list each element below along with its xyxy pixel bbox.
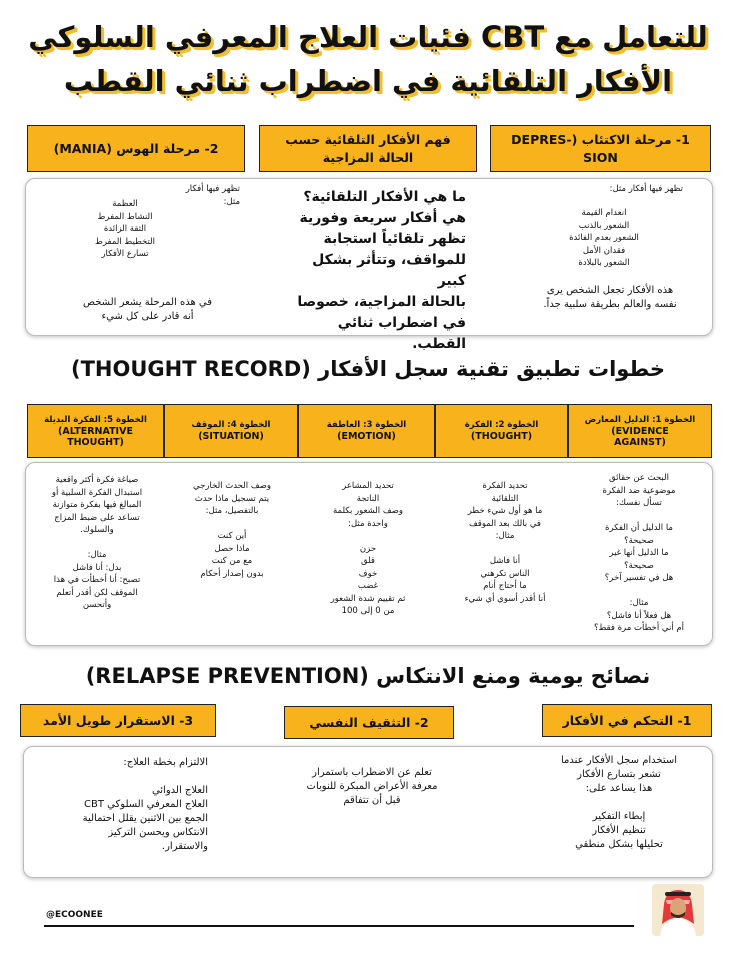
step-5-english: ALTERNATIVE) (THOUGHT [58, 425, 133, 448]
step-1-english: EVIDENCE) (AGAINST [611, 425, 669, 448]
avatar-illustration [652, 884, 704, 936]
understanding-header: فهم الأفكار التلقائية حسب الحالة المزاجية [259, 125, 477, 172]
thought-record-title: خطوات تطبيق تقنية سجل الأفكار (THOUGHT RECORD) [70, 357, 666, 381]
step-1-arabic: الخطوة 1: الدليل المعارض [584, 414, 696, 425]
depression-header: 1- مرحلة الاكتئاب (DEPRES- SION [490, 125, 711, 172]
page-title-line-2: الأفكار التلقائية في اضطراب ثنائي القطب [63, 64, 673, 98]
step-3-details: تحديد المشاعر الناتجة وصف الشعور بكلمة واحدة مثل: حزن قلق خوف غضب ثم تقييم شدة الشعور من 0 إلى 100 [330, 481, 406, 616]
step-2-english: (THOUGHT) [470, 431, 533, 442]
step-4-details: وصف الحدث الخارجي يتم تسجيل ماذا حدث بالتفصيل، مثل: أين كنت ماذا حصل مع من كنت بدون إصدار أحكام [193, 481, 271, 579]
step-1-header [568, 404, 712, 458]
step-5-arabic: الخطوة 5: الفكرة البديلة [44, 414, 147, 425]
step-3-header [298, 404, 435, 458]
step-4-english: (SITUATION) [198, 431, 264, 442]
mania-thoughts-list: العظمة النشاط المفرط الثقة الزائدة التخطيط المفرط تسارع الأفكار [94, 199, 156, 259]
page-title-line-1: فئيات العلاج المعرفي السلوكي CBT للتعامل مع [28, 20, 708, 54]
author-avatar [652, 884, 704, 936]
depression-thoughts-list: انعدام القيمة الشعور بالذنب الشعور بعدم الفائدة فقدان الأمل الشعور بالبلادة [569, 208, 639, 268]
step-2-details: تحديد الفكرة التلقائية ما هو أول شيء خطر في بالك بعد الموقف مثال: أنا فاشل الناس تكرهني ما أحتاج أنام أنا أقدر أسوي أي شيء [464, 481, 546, 604]
step-5-header [27, 404, 164, 458]
depression-summary: هذه الأفكار تجعل الشخص يرى نفسه والعالم بطريقة سلبية جداً. [543, 285, 677, 310]
step-3-english: (EMOTION) [337, 431, 396, 442]
relapse-prevention-title: نصائح يومية ومنع الانتكاس (RELAPSE PREVENTION) [85, 664, 651, 688]
footer-divider [44, 925, 634, 927]
thought-control-header: 1- التحكم في الأفكار [542, 704, 712, 737]
depression-intro: تظهر فيها أفكار مثل: [609, 184, 683, 194]
mania-header: 2- مرحلة الهوس (MANIA) [27, 125, 245, 172]
stability-header: 3- الاستقرار طويل الأمد [20, 704, 216, 737]
step-4-arabic: الخطوة 4: الموقف [191, 420, 271, 430]
step-1-details: البحث عن حقائق موضوعية ضد الفكرة تسأل نفسك: ما الدليل أن الفكرة صحيحة؟ ما الدليل أنها غير صحيحة؟ هل في تفسير آخر؟ مثال: هل فعلاً أنا فاشل؟ أم أني أخطأت مرة فقط؟ [593, 473, 685, 633]
psychoeducation-tips: تعلم عن الاضطراب باستمرار معرفة الأعراض المبكرة للنوبات قبل أن تتفاقم [306, 767, 438, 806]
psychoeducation-header: 2- التثقيف النفسي [284, 706, 454, 739]
step-3-arabic: الخطوة 3: العاطفة [326, 420, 407, 430]
author-handle: @ECOONEE [46, 910, 103, 920]
step-5-details: صياغة فكرة أكثر واقعية استبدال الفكرة السلبية أو المبالغ فيها بفكرة متوازنة تساعد على ضبط المزاج والسلوك. مثال: بدل: أنا فاشل تصبح: أنا أخطأت في هذا الموقف لكن أقدر أتعلم وأتحسن [51, 475, 143, 610]
step-2-header [435, 404, 568, 458]
mania-summary: في هذه المرحلة يشعر الشخص أنه قادر على كل شيء [82, 297, 213, 322]
thought-control-tips: استخدام سجل الأفكار عندما تشعر بتسارع الأفكار هذا يساعد على: إبطاء التفكير تنظيم الأفكار تحليلها بشكل منطقي [560, 755, 678, 850]
automatic-thoughts-definition: ما هي الأفكار التلقائية؟ هي أفكار سريعة وفورية تظهر تلقائياً استجابة للمواقف، وتتأثر بشكل كبير بالحالة المزاجية، خصوصا في اضطراب ثنائي القطب. [297, 189, 466, 352]
step-4-header [164, 404, 298, 458]
stability-tips: الالتزام بخطة العلاج: العلاج الدوائي العلاج المعرفي السلوكي CBT الجمع بين الاثنين يقلل احتمالية الانتكاس ويحسن التركيز والاستقرار. [82, 757, 208, 852]
step-2-arabic: الخطوة 2: الفكرة [464, 420, 539, 430]
mania-intro: تظهر فيها أفكار مثل: [185, 184, 240, 207]
